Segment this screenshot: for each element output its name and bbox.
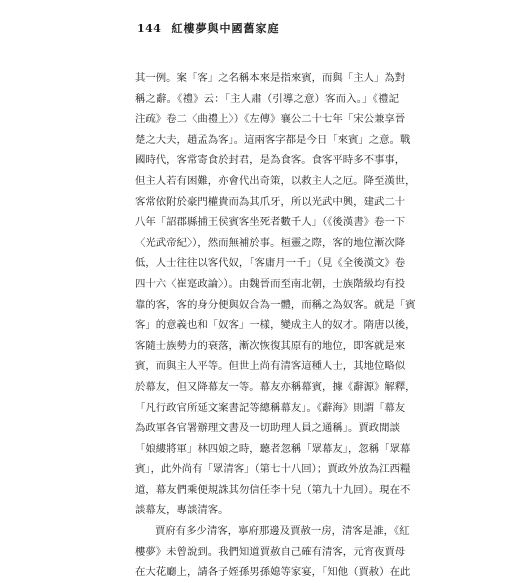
text-line: 四十六〈崔寔政論〉）。由魏晉而至南北朝，士族階級均有投 — [135, 277, 406, 290]
text-line: 客常依附於豪門權貴而為其爪牙，所以光武中興，建武二十 — [135, 195, 406, 208]
text-line: 「娘縷將軍」林四娘之時，聽者忽稱「眾幕友」，忽稱「眾幕 — [135, 442, 411, 455]
text-line: 〈光武帝紀〉），然而無補於事。桓靈之際，客的地位漸次降 — [135, 236, 406, 249]
text-line: 為政軍各官署辦理文書及一切助理人員之通稱」。賈政閒談 — [135, 422, 400, 435]
paragraph-end-line: 談幕友，專談清客。 — [135, 504, 229, 517]
text-line: 低，人士往往以客代奴，「客庸月一千」（見《全後漢文》卷 — [135, 257, 406, 270]
paragraph-start-line: 賈府有多少清客，寧府那邊及賈赦一房，清客是誰，《紅 — [155, 525, 410, 538]
page-number: 144 — [137, 22, 162, 35]
body-text — [135, 68, 416, 583]
text-line: 注疏》卷二〈曲禮上〉）《左傳》襄公二十七年「宋公兼享晉 — [135, 113, 406, 126]
text-line: 在大花廳上，請各子姪孫男孫媳等家宴，「知他（賈赦）在此 — [135, 566, 411, 579]
text-line: 但主人若有困難，亦會代出奇策，以救主人之厄。降至漢世， — [135, 174, 416, 187]
text-line: 國時代，客常寄食於封君，是為食客。食客平時多不事事， — [135, 154, 406, 167]
text-line: 道，幕友們乘便規誅其勿信任李十兒（第九十九回）。現在不 — [135, 483, 411, 496]
text-line: 八年「詔郡縣捕王侯賓客坐死者數千人」（《後漢書》卷一下 — [135, 216, 406, 229]
text-line: 其一例。案「客」之名稱本來是指來賓，而與「主人」為對 — [135, 72, 406, 84]
text-line: 客隨士族勢力的衰落，漸次恢復其原有的地位，即客就是來 — [135, 339, 406, 352]
text-line: 賓」，此外尚有「眾清客」（第七十八回）；賈政外放為江西糧 — [135, 463, 411, 476]
running-header — [137, 20, 279, 36]
text-line: 楚之大夫，趙孟為客」。這兩客字都是今日「來賓」之意。戰 — [135, 133, 411, 146]
book-title: 紅樓夢與中國舊家庭 — [171, 22, 280, 35]
text-line: 「凡行政官所延文案書記等總稱幕友」。《辭海》則謂「幕友 — [135, 401, 406, 414]
text-line: 客」的意義也和「奴客」一樣，變成主人的奴才。隋唐以後， — [135, 319, 416, 332]
text-line: 靠的客，客的身分便與奴合為一體，而稱之為奴客。就是「賓 — [135, 298, 416, 311]
text-line: 賓，而與主人平等。但世上尚有清客這種人士，其地位略似 — [135, 360, 406, 373]
text-line: 稱之辭。《禮》云：「主人肅（引導之意）客而入。」《禮記 — [135, 92, 399, 105]
text-line: 於幕友，但又降幕友一等。幕友亦稱幕賓，據《辭源》解釋， — [135, 380, 416, 393]
text-line: 樓夢》未曾說到。我們知道賈赦自己確有清客，元宵夜賈母 — [135, 545, 406, 558]
